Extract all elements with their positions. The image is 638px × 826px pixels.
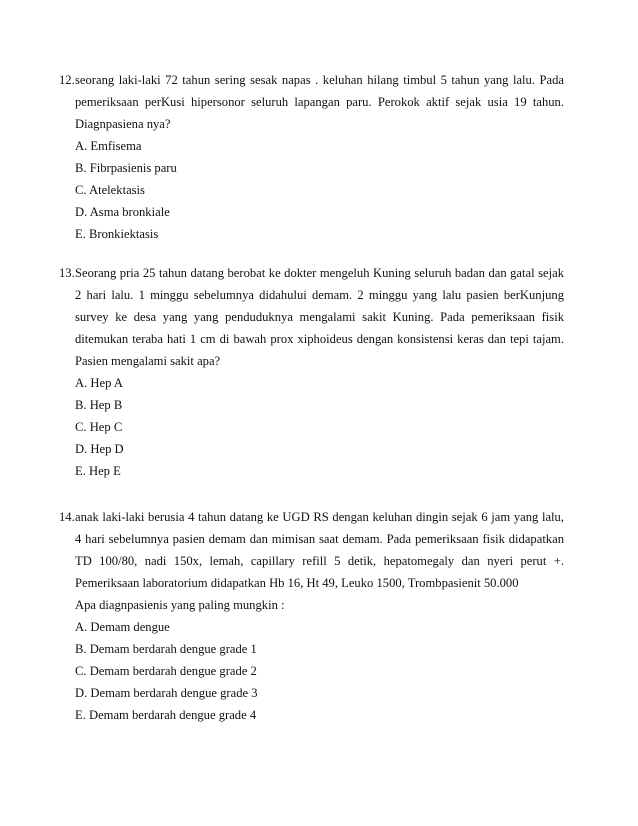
question-stem-line: pemeriksaan perKusi hipersonor seluruh lapangan paru. Perokok aktif sejak usia 19 tahun. [75, 95, 564, 109]
answer-option-e: E. Bronkiektasis [75, 227, 159, 241]
answer-option-c: C. Hep C [75, 420, 123, 434]
answer-option-a: A. Hep A [75, 376, 123, 390]
question-stem-line: Apa diagnpasienis yang paling mungkin : [75, 598, 285, 612]
question-stem-line: Pasien mengalami sakit apa? [75, 354, 221, 368]
answer-option-a: A. Emfisema [75, 139, 142, 153]
answer-option-b: B. Fibrpasienis paru [75, 161, 177, 175]
answer-option-b: B. Demam berdarah dengue grade 1 [75, 642, 257, 656]
question-number: 14. [59, 510, 75, 524]
question-stem-line: survey ke desa yang yang penduduknya mengalami sakit Kuning. Pada pemeriksaan fisik [75, 310, 564, 324]
question-12 [59, 69, 564, 245]
question-stem-line: 2 hari lalu. 1 minggu sebelumnya didahului demam. 2 minggu yang lalu pasien berKunjung [75, 288, 564, 302]
answer-option-d: D. Demam berdarah dengue grade 3 [75, 686, 258, 700]
answer-option-d: D. Asma bronkiale [75, 205, 170, 219]
question-stem-line: TD 100/80, nadi 150x, lemah, capillary refill 5 detik, hepatomegaly dan nyeri perut +. [75, 554, 564, 568]
question-stem-line: 4 hari sebelumnya pasien demam dan mimisan saat demam. Pada pemeriksaan fisik didapatkan [75, 532, 564, 546]
answer-option-e: E. Demam berdarah dengue grade 4 [75, 708, 257, 722]
question-stem-text: anak laki-laki berusia 4 tahun datang ke UGD RS dengan keluhan dingin sejak 6 jam yang lalu, [75, 510, 564, 524]
answer-option-c: C. Atelektasis [75, 183, 145, 197]
question-number: 13. [59, 266, 75, 280]
question-13 [59, 262, 564, 482]
question-stem-line: Diagnpasiena nya? [75, 117, 171, 131]
question-stem-line: ditemukan teraba hati 1 cm di bawah prox xiphoideus dengan konsistensi keras dan tepi tajam. [75, 332, 564, 346]
answer-option-d: D. Hep D [75, 442, 124, 456]
question-stem-line [59, 69, 564, 91]
question-stem-text: seorang laki-laki 72 tahun sering sesak napas . keluhan hilang timbul 5 tahun yang lalu. Pada [75, 73, 564, 87]
answer-option-b: B. Hep B [75, 398, 123, 412]
answer-option-a: A. Demam dengue [75, 620, 170, 634]
answer-option-e: E. Hep E [75, 464, 121, 478]
question-stem-line: Pemeriksaan laboratorium didapatkan Hb 16, Ht 49, Leuko 1500, Trombpasienit 50.000 [75, 576, 519, 590]
question-number: 12. [59, 73, 75, 87]
question-stem-text: Seorang pria 25 tahun datang berobat ke dokter mengeluh Kuning seluruh badan dan gatal sejak [75, 266, 564, 280]
question-stem-line [59, 262, 564, 284]
question-14 [59, 506, 564, 726]
question-stem-line [59, 506, 564, 528]
answer-option-c: C. Demam berdarah dengue grade 2 [75, 664, 257, 678]
